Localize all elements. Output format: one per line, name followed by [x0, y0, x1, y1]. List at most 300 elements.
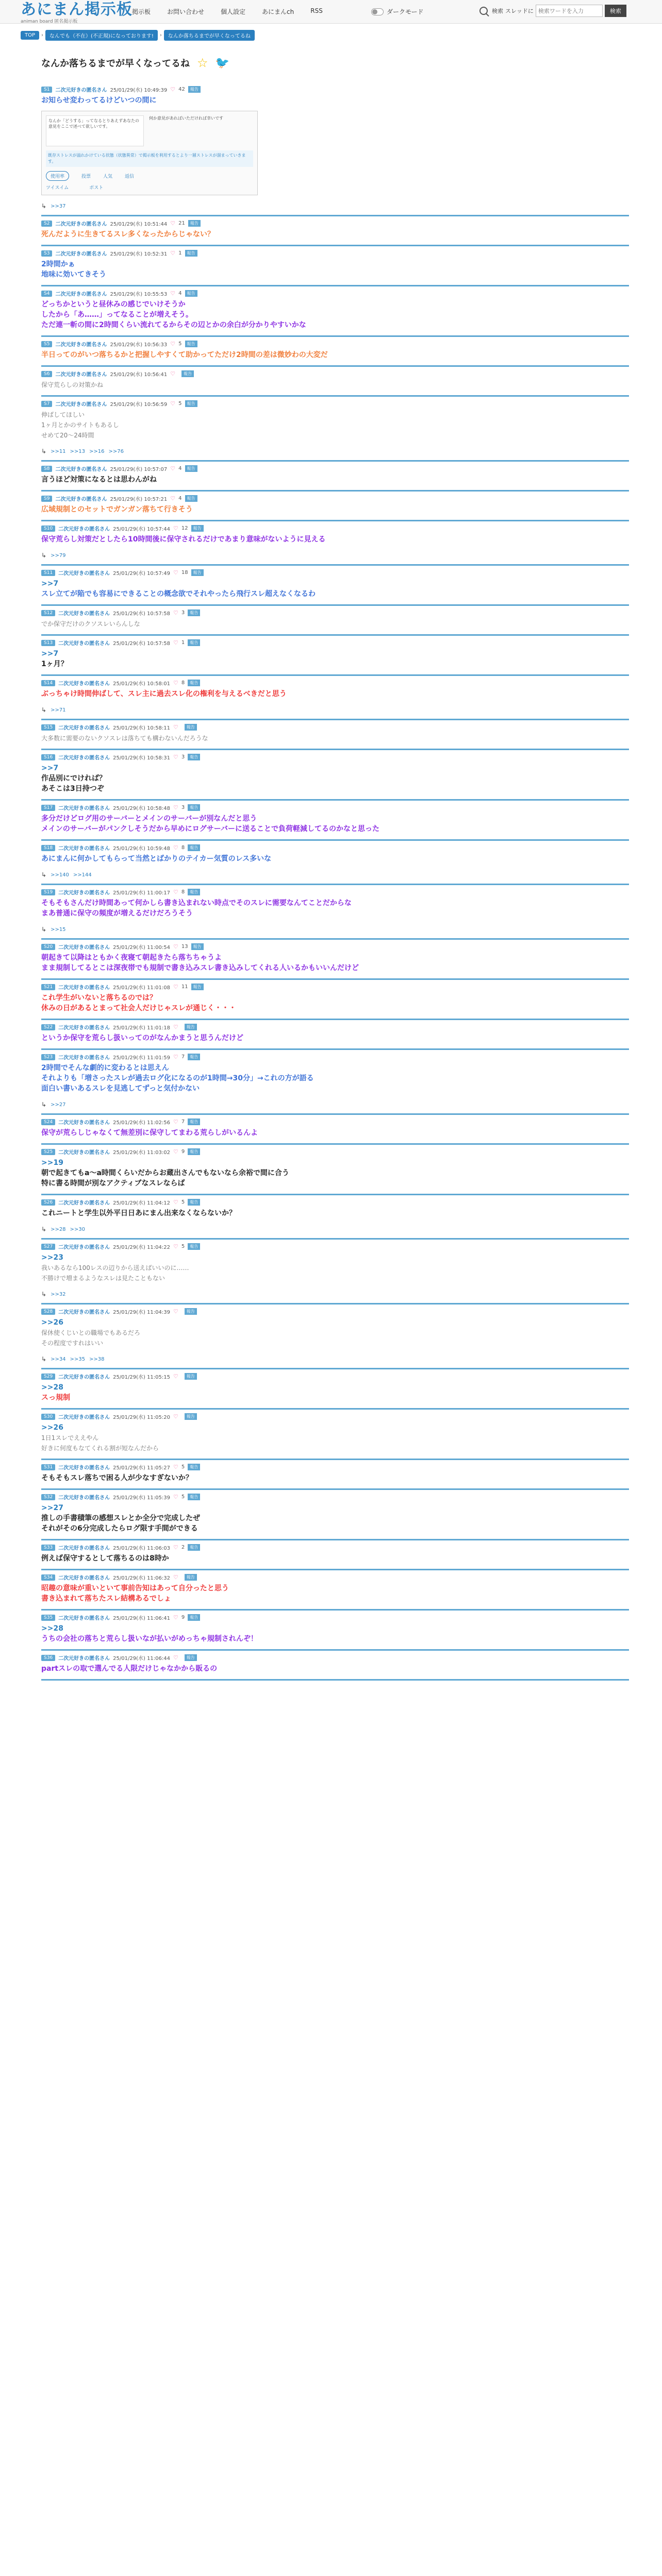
heart-icon[interactable]: ♡: [173, 754, 178, 760]
reply-link[interactable]: >>71: [51, 707, 66, 713]
poster-name: 二次元好きの匿名さん: [55, 222, 107, 227]
post-text-line: 2時間かぁ: [41, 260, 75, 268]
reply-anchor-link[interactable]: >>7: [41, 764, 59, 772]
heart-icon[interactable]: ♡: [170, 465, 176, 472]
post-body: [41, 993, 629, 1013]
post-text-line: 作品別にでければ？: [41, 774, 106, 783]
post-text-line: 休みの日があるとまって社会人だけじゃスレが通じく・・・: [41, 1004, 236, 1012]
post-header: [41, 1148, 629, 1156]
heart-icon[interactable]: ♡: [170, 370, 176, 377]
report-badge[interactable]: 報告: [188, 1148, 200, 1155]
poster-name: 二次元好きの匿名さん: [58, 890, 110, 896]
post-header: [41, 86, 629, 93]
post-number[interactable]: S18: [41, 845, 55, 851]
card-vote-button[interactable]: 投票: [81, 174, 91, 179]
heart-icon[interactable]: ♡: [173, 984, 178, 990]
poster-name: 二次元好きの匿名さん: [58, 527, 110, 532]
post-body: [41, 1422, 629, 1453]
post-number[interactable]: S10: [41, 526, 55, 532]
report-badge[interactable]: 報告: [185, 250, 197, 257]
reply-anchor-link[interactable]: >>19: [41, 1159, 63, 1167]
post-number[interactable]: S22: [41, 1024, 55, 1030]
post-text-line: 保休使くじいとの職場でもあるだろ: [41, 1329, 141, 1336]
reply-link[interactable]: >>34: [51, 1356, 66, 1362]
card-usage-button[interactable]: 使用率: [46, 171, 69, 181]
post-date: 25/01/29(水) 11:05:39: [113, 1495, 170, 1501]
heart-icon[interactable]: ♡: [173, 1308, 178, 1315]
post-text-line: どっちかというと昼休みの感じでいけそうか: [41, 300, 186, 309]
post-number[interactable]: S34: [41, 1574, 55, 1581]
report-badge[interactable]: 報告: [191, 943, 204, 950]
heart-icon[interactable]: ♡: [170, 495, 176, 502]
card-body: 既存ストレスが溢れかけている状態（状態異常）で掲示板を利用するとより一層ストレスが溜まっていきます。: [46, 150, 253, 167]
post-date: 25/01/29(水) 11:01:18: [113, 1025, 170, 1031]
post-number[interactable]: S9: [41, 496, 52, 502]
like-count: 9: [181, 1615, 185, 1620]
star-icon[interactable]: ☆: [197, 56, 208, 70]
search-button[interactable]: 検索: [605, 5, 626, 17]
reply-icon: ↳: [41, 926, 47, 933]
post-header: [41, 844, 629, 852]
post-body: [41, 1128, 629, 1138]
post-date: 25/01/29(水) 10:56:33: [110, 342, 168, 348]
poster-name: 二次元好きの匿名さん: [58, 985, 110, 991]
post-number[interactable]: S1: [41, 87, 52, 93]
post-number[interactable]: S20: [41, 944, 55, 950]
post-header: [41, 609, 629, 617]
reply-link[interactable]: >>76: [108, 448, 124, 454]
reply-link[interactable]: >>38: [89, 1356, 105, 1362]
post-header: [41, 1544, 629, 1551]
post-text-line: あそこは3日持つぞ: [41, 785, 104, 793]
post-number[interactable]: S11: [41, 570, 55, 576]
like-count: 2: [181, 1545, 185, 1550]
post-item: [41, 1611, 629, 1651]
heart-icon[interactable]: ♡: [173, 1199, 178, 1206]
heart-icon[interactable]: ♡: [173, 1464, 178, 1470]
post-body: [41, 649, 629, 669]
reply-anchor-link[interactable]: >>28: [41, 1624, 63, 1633]
heart-icon[interactable]: ♡: [173, 1654, 178, 1661]
post-text-line: それがその6分完成したらログ限す手間ができる: [41, 1524, 198, 1533]
reply-link[interactable]: >>16: [89, 448, 105, 454]
breadcrumb-thread[interactable]: なんか落ちるまでが早くなってるね: [164, 30, 255, 41]
like-count: 21: [178, 221, 185, 226]
post-item: [41, 750, 629, 801]
reply-anchor-link[interactable]: >>28: [41, 1383, 63, 1392]
heart-icon[interactable]: ♡: [170, 400, 176, 407]
heart-icon[interactable]: ♡: [170, 290, 176, 297]
post-text-line: したから「あ……」ってなることが増えそう。: [41, 311, 193, 319]
post-number[interactable]: S31: [41, 1464, 55, 1470]
heart-icon[interactable]: ♡: [170, 220, 176, 227]
post-item: [41, 720, 629, 750]
reply-anchor-link[interactable]: >>23: [41, 1253, 63, 1262]
heart-icon[interactable]: ♡: [173, 525, 178, 532]
dark-mode-toggle[interactable]: [371, 7, 424, 16]
embedded-card[interactable]: [41, 111, 258, 195]
post-number[interactable]: S6: [41, 371, 52, 377]
post-text-line: お知らせ変わってるけどいつの間に: [41, 96, 157, 105]
reply-links: [41, 926, 629, 933]
report-badge[interactable]: 報告: [191, 984, 204, 990]
post-body: [41, 1583, 629, 1604]
reply-link[interactable]: >>35: [70, 1356, 86, 1362]
like-count: 5: [181, 1464, 185, 1470]
nav-item-settings[interactable]: 個人設定: [221, 8, 246, 15]
reply-link[interactable]: >>30: [70, 1226, 86, 1232]
reply-link[interactable]: >>140: [51, 872, 69, 878]
post-body: [41, 1158, 629, 1189]
report-badge[interactable]: 報告: [185, 465, 197, 472]
reply-link[interactable]: >>11: [51, 448, 66, 454]
post-header: [41, 524, 629, 532]
heart-icon[interactable]: ♡: [173, 1574, 178, 1581]
report-badge[interactable]: 報告: [188, 1494, 200, 1500]
report-badge[interactable]: 報告: [188, 1199, 200, 1206]
post-header: [41, 1198, 629, 1206]
post-header: [41, 1308, 629, 1315]
toggle-switch[interactable]: [371, 8, 384, 15]
report-badge[interactable]: 報告: [188, 844, 200, 851]
poster-name: 二次元好きの匿名さん: [58, 1495, 110, 1501]
report-badge[interactable]: 報告: [188, 1054, 200, 1060]
site-header: [0, 0, 662, 24]
reply-link[interactable]: >>28: [51, 1226, 66, 1232]
reply-link[interactable]: >>27: [51, 1101, 66, 1108]
heart-icon[interactable]: ♡: [173, 1118, 178, 1125]
post-text-line: うちの会社の落ちと荒らし扱いなが払いがめっちゃ規制されんぞ！: [41, 1635, 258, 1643]
post-item: [41, 397, 629, 462]
breadcrumb: [21, 30, 255, 41]
post-body: [41, 814, 629, 834]
card-link-twistream[interactable]: ツイスイム: [46, 185, 69, 191]
post-date: 25/01/29(水) 10:57:58: [113, 611, 170, 617]
post-body: [41, 1252, 629, 1283]
report-badge[interactable]: 報告: [188, 1544, 200, 1551]
post-text-line: 1ヶ月とかのサイトもあるし: [41, 421, 119, 429]
heart-icon[interactable]: ♡: [173, 804, 178, 811]
heart-icon[interactable]: ♡: [173, 1413, 178, 1420]
report-badge[interactable]: 報告: [188, 86, 201, 93]
post-number[interactable]: S13: [41, 640, 55, 646]
poster-name: 二次元好きの匿名さん: [55, 88, 107, 93]
report-badge[interactable]: 報告: [191, 525, 204, 532]
post-number[interactable]: S12: [41, 610, 55, 616]
post-header: [41, 249, 629, 257]
poster-name: 二次元好きの匿名さん: [58, 1055, 110, 1061]
post-text-line: スっ規制: [41, 1394, 71, 1402]
reply-link[interactable]: >>13: [70, 448, 86, 454]
site-logo[interactable]: [21, 2, 133, 24]
poster-name: 二次元好きの匿名さん: [58, 1200, 110, 1206]
post-text-line: 1ヶ月？: [41, 660, 68, 668]
post-text-line: 広域規制とのセットでガンガン落ちて行きそう: [41, 505, 193, 514]
reply-link[interactable]: >>15: [51, 926, 66, 933]
post-item: [41, 1195, 629, 1240]
post-number[interactable]: S29: [41, 1374, 55, 1380]
heart-icon[interactable]: ♡: [170, 250, 176, 257]
reply-links: [41, 1226, 629, 1233]
post-number[interactable]: S14: [41, 680, 55, 686]
poster-name: 二次元好きの匿名さん: [58, 1120, 110, 1126]
nav-item-contact[interactable]: お問い合わせ: [167, 8, 205, 15]
reply-anchor-link[interactable]: >>7: [41, 580, 59, 588]
breadcrumb-separator: ›: [159, 32, 162, 38]
heart-icon[interactable]: ♡: [173, 943, 178, 950]
post-date: 25/01/29(水) 10:58:11: [113, 725, 170, 731]
reply-link[interactable]: >>32: [51, 1291, 66, 1297]
post-number[interactable]: S5: [41, 341, 52, 347]
heart-icon[interactable]: ♡: [173, 724, 178, 731]
post-number[interactable]: S16: [41, 754, 55, 760]
heart-icon[interactable]: ♡: [173, 1544, 178, 1551]
report-badge[interactable]: 報告: [188, 220, 201, 227]
post-number[interactable]: S33: [41, 1545, 55, 1551]
post-number[interactable]: S35: [41, 1615, 55, 1621]
post-item: [41, 1115, 629, 1145]
post-number[interactable]: S19: [41, 889, 55, 895]
post-header: [41, 1243, 629, 1250]
nav-item-rss[interactable]: RSS: [310, 7, 323, 14]
post-date: 25/01/29(水) 10:59:48: [113, 846, 170, 852]
report-badge[interactable]: 報告: [185, 400, 197, 407]
report-badge[interactable]: 報告: [185, 1654, 197, 1661]
post-number[interactable]: S25: [41, 1149, 55, 1155]
report-badge[interactable]: 報告: [185, 341, 197, 347]
report-badge[interactable]: 報告: [185, 1413, 197, 1420]
report-badge[interactable]: 報告: [185, 495, 197, 502]
report-badge[interactable]: 報告: [185, 1024, 197, 1030]
reply-links: [41, 1101, 629, 1108]
nav-item-animanch[interactable]: あにまんch: [262, 8, 294, 15]
post-date: 25/01/29(水) 10:49:39: [110, 88, 168, 93]
report-badge[interactable]: 報告: [188, 889, 200, 895]
report-badge[interactable]: 報告: [188, 1118, 200, 1125]
reply-anchor-link[interactable]: >>26: [41, 1318, 63, 1327]
breadcrumb-top[interactable]: TOP: [21, 31, 39, 40]
post-date: 25/01/29(水) 11:06:03: [113, 1546, 170, 1551]
reply-link[interactable]: >>37: [51, 203, 66, 209]
post-number[interactable]: S15: [41, 724, 55, 731]
heart-icon[interactable]: ♡: [173, 844, 178, 851]
post-number[interactable]: S3: [41, 250, 52, 257]
post-number[interactable]: S26: [41, 1199, 55, 1206]
post-item: [41, 462, 629, 492]
post-header: [41, 495, 629, 502]
search-input[interactable]: [536, 5, 603, 17]
post-number[interactable]: S28: [41, 1309, 55, 1315]
post-text-line: 保守荒らし対策だとしたら10時間後に保守されるだけであまり意味がないように見える: [41, 535, 326, 544]
post-body: [41, 1503, 629, 1534]
post-date: 25/01/29(水) 10:58:48: [113, 806, 170, 811]
post-item: [41, 286, 629, 337]
logo-subtext: animan board 匿名掲示板: [21, 19, 78, 24]
post-date: 25/01/29(水) 11:00:17: [113, 890, 170, 896]
report-badge[interactable]: 報告: [188, 1243, 200, 1250]
report-badge[interactable]: 報告: [181, 370, 194, 377]
heart-icon[interactable]: ♡: [173, 1148, 178, 1155]
post-date: 25/01/29(水) 10:57:58: [113, 641, 170, 647]
like-count: 9: [181, 1149, 185, 1155]
poster-name: 二次元好きの匿名さん: [58, 945, 110, 951]
report-badge[interactable]: 報告: [188, 1614, 200, 1621]
post-header: [41, 1372, 629, 1380]
post-number[interactable]: S17: [41, 805, 55, 811]
report-badge[interactable]: 報告: [185, 290, 197, 297]
post-number[interactable]: S8: [41, 466, 52, 472]
post-body: [41, 1317, 629, 1348]
poster-name: 二次元好きの匿名さん: [58, 1150, 110, 1156]
like-count: 5: [181, 1244, 185, 1249]
twitter-share-icon[interactable]: 🐦: [215, 56, 229, 70]
post-date: 25/01/29(水) 11:04:39: [113, 1310, 170, 1315]
post-item: [41, 246, 629, 286]
post-number[interactable]: S4: [41, 291, 52, 297]
post-number[interactable]: S30: [41, 1414, 55, 1420]
heart-icon[interactable]: ♡: [173, 1373, 178, 1380]
page-title: [41, 56, 229, 70]
post-number[interactable]: S27: [41, 1244, 55, 1250]
post-date: 25/01/29(水) 11:05:20: [113, 1415, 170, 1420]
report-badge[interactable]: 報告: [185, 1574, 197, 1581]
post-text-line: 特に書る時間が別なアクティブなスレならば: [41, 1179, 185, 1188]
report-badge[interactable]: 報告: [185, 1308, 197, 1315]
reply-icon: ↳: [41, 448, 47, 455]
post-text-line: ただ連一斬の間に2時間くらい流れてるからその辺とかの余白が分かりやすいかな: [41, 321, 306, 329]
post-header: [41, 943, 629, 951]
reply-anchor-link[interactable]: >>7: [41, 650, 59, 658]
reply-anchor-link[interactable]: >>26: [41, 1423, 63, 1432]
reply-links: [41, 552, 629, 559]
reply-link[interactable]: >>79: [51, 552, 66, 558]
breadcrumb-board[interactable]: なんでも（不在）(不正規)になっております!: [45, 30, 158, 41]
like-count: 11: [181, 984, 188, 990]
post-item: [41, 1570, 629, 1611]
heart-icon[interactable]: ♡: [173, 889, 178, 895]
heart-icon[interactable]: ♡: [173, 639, 178, 646]
post-date: 25/01/29(水) 10:57:07: [110, 467, 168, 472]
report-badge[interactable]: 報告: [191, 569, 204, 576]
post-item: [41, 521, 629, 566]
post-item: [41, 566, 629, 606]
post-item: [41, 1651, 629, 1681]
heart-icon[interactable]: ♡: [173, 569, 178, 576]
poster-name: 二次元好きの匿名さん: [58, 1310, 110, 1315]
post-item: [41, 1145, 629, 1195]
report-badge[interactable]: 報告: [188, 754, 200, 760]
report-badge[interactable]: 報告: [185, 1373, 197, 1380]
post-text-line: メインのサーバーがパンクしそうだから早めにログサーバーに送ることで負荷軽減してるのかなと思った: [41, 825, 380, 833]
post-body: [41, 229, 629, 240]
nav-item-board[interactable]: 掲示板: [132, 8, 151, 15]
like-count: 8: [181, 680, 185, 686]
poster-name: 二次元好きの匿名さん: [55, 251, 107, 257]
post-text-line: 保守が荒らしじゃなくて無差別に保守してまわる荒らしがいるんよ: [41, 1129, 258, 1137]
like-count: 7: [181, 1054, 185, 1060]
report-badge[interactable]: 報告: [188, 609, 200, 616]
post-date: 25/01/29(水) 10:58:01: [113, 681, 170, 687]
heart-icon[interactable]: ♡: [173, 1614, 178, 1621]
post-number[interactable]: S36: [41, 1655, 55, 1661]
reply-icon: ↳: [41, 1291, 47, 1298]
card-reply-button[interactable]: 返信: [125, 174, 135, 179]
heart-icon[interactable]: ♡: [173, 1024, 178, 1030]
poster-name: 二次元好きの匿名さん: [55, 402, 107, 408]
post-body: [41, 299, 629, 330]
poster-name: 二次元好きの匿名さん: [55, 292, 107, 297]
report-badge[interactable]: 報告: [188, 1464, 200, 1470]
like-count: 3: [181, 754, 185, 760]
post-number[interactable]: S24: [41, 1119, 55, 1125]
post-body: [41, 350, 629, 360]
post-body: [41, 259, 629, 280]
card-link-post[interactable]: ポスト: [89, 185, 104, 191]
post-number[interactable]: S32: [41, 1494, 55, 1500]
post-body: [41, 410, 629, 440]
poster-name: 二次元好きの匿名さん: [58, 1656, 110, 1662]
like-count: 12: [181, 526, 188, 531]
poster-name: 二次元好きの匿名さん: [58, 725, 110, 731]
post-body: [41, 1382, 629, 1403]
search-scope-select[interactable]: スレッドに: [505, 8, 534, 14]
heart-icon[interactable]: ♡: [173, 1054, 178, 1060]
report-badge[interactable]: 報告: [188, 639, 200, 646]
post-text-line: でか保守だけのクソスレいらんしな: [41, 620, 140, 628]
post-text-line: そもそもさんだけ時間あって何かしら書き込まれない時点でそのスレに需要なんてことだからな: [41, 899, 352, 907]
heart-icon[interactable]: ♡: [170, 86, 176, 93]
post-body: [41, 1664, 629, 1674]
heart-icon[interactable]: ♡: [170, 341, 176, 347]
reply-links: [41, 1355, 629, 1363]
card-popular-button[interactable]: 人気: [103, 174, 113, 179]
post-number[interactable]: S7: [41, 401, 52, 407]
post-header: [41, 1118, 629, 1126]
post-item: [41, 841, 629, 885]
poster-name: 二次元好きの匿名さん: [55, 342, 107, 348]
heart-icon[interactable]: ♡: [173, 1243, 178, 1250]
post-date: 25/01/29(水) 10:55:53: [110, 292, 168, 297]
report-badge[interactable]: 報告: [188, 804, 200, 811]
reply-icon: ↳: [41, 1226, 47, 1233]
post-number[interactable]: S2: [41, 221, 52, 227]
post-number[interactable]: S23: [41, 1054, 55, 1060]
heart-icon[interactable]: ♡: [173, 609, 178, 616]
report-badge[interactable]: 報告: [185, 724, 197, 731]
reply-links: [41, 871, 629, 878]
post-date: 25/01/29(水) 11:00:54: [113, 945, 170, 951]
post-text-line: 書き込まれて落ちたスレ結構あるでしょ: [41, 1595, 171, 1603]
post-text-line: 朝で起きてもa〜a時間くらいだからお蔵出さんでもないなら余裕で間に合う: [41, 1169, 289, 1177]
reply-icon: ↳: [41, 202, 47, 210]
post-body: [41, 854, 629, 864]
post-body: [41, 1473, 629, 1483]
post-header: [41, 465, 629, 472]
post-item: [41, 636, 629, 676]
report-badge[interactable]: 報告: [188, 680, 200, 686]
reply-icon: ↳: [41, 1101, 47, 1108]
reply-anchor-link[interactable]: >>27: [41, 1504, 63, 1512]
reply-link[interactable]: >>144: [73, 872, 92, 878]
post-item: [41, 1460, 629, 1490]
heart-icon[interactable]: ♡: [173, 1494, 178, 1500]
post-header: [41, 1573, 629, 1581]
thread-title-text: なんか落ちるまでが早くなってるね: [41, 58, 190, 69]
post-item: [41, 606, 629, 636]
post-text-line: 半日ってのがいつ落ちるかと把握しやすくて助かってただけ2時間の差は微妙わの大変だ: [41, 351, 328, 359]
post-number[interactable]: S21: [41, 984, 55, 990]
heart-icon[interactable]: ♡: [173, 680, 178, 686]
